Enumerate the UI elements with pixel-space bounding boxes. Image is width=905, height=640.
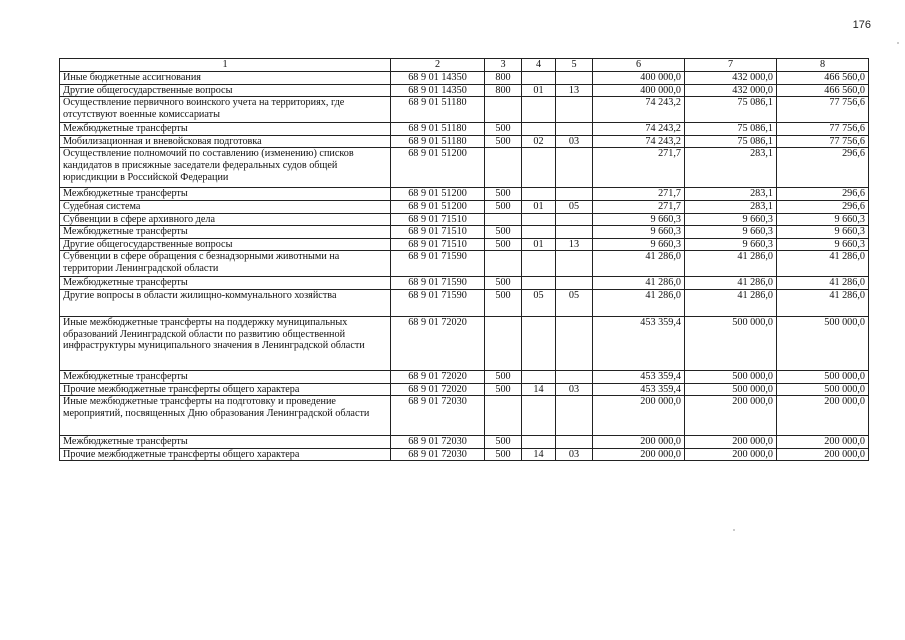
row-name-cell: Мобилизационная и вневойсковая подготовка (60, 135, 391, 148)
section-cell: 01 (522, 238, 556, 251)
amount-col6-cell: 41 286,0 (593, 289, 685, 316)
expense-type-cell: 500 (485, 238, 522, 251)
amount-col6-cell: 9 660,3 (593, 226, 685, 239)
amount-col8-cell: 77 756,6 (777, 123, 869, 136)
table-row (60, 289, 869, 316)
table-row (60, 72, 869, 85)
row-name-cell: Межбюджетные трансферты (60, 277, 391, 290)
subsection-cell: 03 (556, 383, 593, 396)
target-code-cell: 68 9 01 72020 (391, 370, 485, 383)
expense-type-cell: 800 (485, 84, 522, 97)
row-name-cell: Субвенции в сфере обращения с безнадзорными животными на территории Ленинградской области (60, 251, 391, 277)
amount-col7-cell: 41 286,0 (685, 289, 777, 316)
section-cell: 05 (522, 289, 556, 316)
amount-col8-cell: 500 000,0 (777, 383, 869, 396)
subsection-cell (556, 97, 593, 123)
amount-col6-cell: 74 243,2 (593, 135, 685, 148)
amount-col7-cell: 500 000,0 (685, 370, 777, 383)
expense-type-cell: 500 (485, 226, 522, 239)
header-cell: 7 (685, 59, 777, 72)
amount-col8-cell: 200 000,0 (777, 436, 869, 449)
target-code-cell: 68 9 01 51200 (391, 200, 485, 213)
section-cell (522, 251, 556, 277)
section-cell (522, 370, 556, 383)
amount-col6-cell: 200 000,0 (593, 448, 685, 461)
amount-col7-cell: 500 000,0 (685, 316, 777, 370)
section-cell (522, 436, 556, 449)
amount-col7-cell: 283,1 (685, 200, 777, 213)
row-name-cell: Межбюджетные трансферты (60, 188, 391, 201)
expense-type-cell: 500 (485, 289, 522, 316)
amount-col6-cell: 271,7 (593, 200, 685, 213)
table-row (60, 148, 869, 188)
expense-type-cell: 500 (485, 123, 522, 136)
row-name-cell: Другие общегосударственные вопросы (60, 84, 391, 97)
amount-col7-cell: 200 000,0 (685, 436, 777, 449)
subsection-cell (556, 213, 593, 226)
target-code-cell: 68 9 01 72020 (391, 383, 485, 396)
target-code-cell: 68 9 01 71590 (391, 277, 485, 290)
table-row (60, 123, 869, 136)
section-cell (522, 396, 556, 436)
table-row (60, 135, 869, 148)
target-code-cell: 68 9 01 51180 (391, 123, 485, 136)
amount-col6-cell: 41 286,0 (593, 251, 685, 277)
amount-col8-cell: 9 660,3 (777, 226, 869, 239)
subsection-cell (556, 251, 593, 277)
table-row (60, 200, 869, 213)
table-row (60, 396, 869, 436)
row-name-cell: Осуществление первичного воинского учета на территориях, где отсутствуют военные комиссариаты (60, 97, 391, 123)
subsection-cell (556, 370, 593, 383)
amount-col6-cell: 9 660,3 (593, 213, 685, 226)
amount-col7-cell: 283,1 (685, 148, 777, 188)
table-row (60, 238, 869, 251)
amount-col7-cell: 432 000,0 (685, 72, 777, 85)
amount-col6-cell: 271,7 (593, 148, 685, 188)
expense-type-cell (485, 97, 522, 123)
column-number-header (60, 59, 869, 72)
target-code-cell: 68 9 01 71510 (391, 213, 485, 226)
subsection-cell: 05 (556, 289, 593, 316)
table-row (60, 436, 869, 449)
amount-col6-cell: 200 000,0 (593, 436, 685, 449)
amount-col8-cell: 41 286,0 (777, 277, 869, 290)
amount-col8-cell: 296,6 (777, 148, 869, 188)
section-cell (522, 97, 556, 123)
amount-col7-cell: 9 660,3 (685, 213, 777, 226)
amount-col8-cell: 500 000,0 (777, 316, 869, 370)
amount-col8-cell: 200 000,0 (777, 448, 869, 461)
header-cell: 3 (485, 59, 522, 72)
table-body (60, 59, 869, 461)
target-code-cell: 68 9 01 51200 (391, 148, 485, 188)
section-cell (522, 148, 556, 188)
amount-col7-cell: 9 660,3 (685, 238, 777, 251)
subsection-cell (556, 123, 593, 136)
amount-col8-cell: 77 756,6 (777, 97, 869, 123)
amount-col7-cell: 432 000,0 (685, 84, 777, 97)
section-cell: 01 (522, 200, 556, 213)
target-code-cell: 68 9 01 14350 (391, 72, 485, 85)
expense-type-cell (485, 316, 522, 370)
page-number: 176 (852, 19, 871, 31)
subsection-cell (556, 436, 593, 449)
table-row (60, 277, 869, 290)
table-row (60, 213, 869, 226)
subsection-cell (556, 226, 593, 239)
table-row (60, 84, 869, 97)
amount-col7-cell: 200 000,0 (685, 396, 777, 436)
target-code-cell: 68 9 01 14350 (391, 84, 485, 97)
table-row (60, 370, 869, 383)
table-row (60, 448, 869, 461)
row-name-cell: Иные межбюджетные трансферты на подготовку и проведение мероприятий, посвященных Дню образования Ленинградской области (60, 396, 391, 436)
subsection-cell: 03 (556, 448, 593, 461)
amount-col6-cell: 453 359,4 (593, 370, 685, 383)
header-cell: 1 (60, 59, 391, 72)
row-name-cell: Другие общегосударственные вопросы (60, 238, 391, 251)
amount-col6-cell: 271,7 (593, 188, 685, 201)
amount-col8-cell: 500 000,0 (777, 370, 869, 383)
amount-col6-cell: 400 000,0 (593, 84, 685, 97)
section-cell: 01 (522, 84, 556, 97)
expense-type-cell: 800 (485, 72, 522, 85)
section-cell: 02 (522, 135, 556, 148)
table-row (60, 251, 869, 277)
amount-col7-cell: 41 286,0 (685, 251, 777, 277)
amount-col7-cell: 75 086,1 (685, 123, 777, 136)
amount-col6-cell: 74 243,2 (593, 97, 685, 123)
row-name-cell: Прочие межбюджетные трансферты общего характера (60, 448, 391, 461)
table-row (60, 316, 869, 370)
row-name-cell: Межбюджетные трансферты (60, 226, 391, 239)
section-cell (522, 213, 556, 226)
target-code-cell: 68 9 01 51200 (391, 188, 485, 201)
target-code-cell: 68 9 01 71510 (391, 238, 485, 251)
amount-col7-cell: 283,1 (685, 188, 777, 201)
target-code-cell: 68 9 01 51180 (391, 135, 485, 148)
subsection-cell (556, 72, 593, 85)
amount-col8-cell: 41 286,0 (777, 251, 869, 277)
header-cell: 6 (593, 59, 685, 72)
subsection-cell: 03 (556, 135, 593, 148)
amount-col8-cell: 466 560,0 (777, 84, 869, 97)
section-cell (522, 72, 556, 85)
amount-col8-cell: 77 756,6 (777, 135, 869, 148)
amount-col7-cell: 75 086,1 (685, 97, 777, 123)
amount-col8-cell: 41 286,0 (777, 289, 869, 316)
header-cell: 5 (556, 59, 593, 72)
section-cell (522, 188, 556, 201)
expense-type-cell: 500 (485, 277, 522, 290)
expense-type-cell: 500 (485, 200, 522, 213)
row-name-cell: Иные бюджетные ассигнования (60, 72, 391, 85)
row-name-cell: Иные межбюджетные трансферты на поддержку муниципальных образований Ленинградской области по развитию общественной инфраструктуры муниципального значения в Ленинградской области (60, 316, 391, 370)
table-row (60, 383, 869, 396)
target-code-cell: 68 9 01 51180 (391, 97, 485, 123)
amount-col6-cell: 200 000,0 (593, 396, 685, 436)
amount-col8-cell: 296,6 (777, 200, 869, 213)
budget-allocation-table (59, 58, 869, 461)
section-cell: 14 (522, 448, 556, 461)
amount-col6-cell: 400 000,0 (593, 72, 685, 85)
amount-col7-cell: 9 660,3 (685, 226, 777, 239)
amount-col7-cell: 41 286,0 (685, 277, 777, 290)
subsection-cell: 05 (556, 200, 593, 213)
section-cell (522, 226, 556, 239)
expense-type-cell: 500 (485, 436, 522, 449)
row-name-cell: Осуществление полномочий по составлению (изменению) списков кандидатов в присяжные заседатели федеральных судов общей юрисдикции в Российской Федерации (60, 148, 391, 188)
expense-type-cell: 500 (485, 448, 522, 461)
expense-type-cell (485, 148, 522, 188)
target-code-cell: 68 9 01 71590 (391, 251, 485, 277)
subsection-cell (556, 277, 593, 290)
row-name-cell: Другие вопросы в области жилищно-коммунального хозяйства (60, 289, 391, 316)
expense-type-cell: 500 (485, 383, 522, 396)
amount-col8-cell: 466 560,0 (777, 72, 869, 85)
amount-col6-cell: 453 359,4 (593, 316, 685, 370)
row-name-cell: Межбюджетные трансферты (60, 436, 391, 449)
amount-col7-cell: 200 000,0 (685, 448, 777, 461)
subsection-cell: 13 (556, 238, 593, 251)
expense-type-cell: 500 (485, 135, 522, 148)
scan-speck (733, 529, 735, 531)
amount-col6-cell: 41 286,0 (593, 277, 685, 290)
amount-col8-cell: 9 660,3 (777, 213, 869, 226)
subsection-cell: 13 (556, 84, 593, 97)
header-cell: 2 (391, 59, 485, 72)
target-code-cell: 68 9 01 72030 (391, 448, 485, 461)
target-code-cell: 68 9 01 71510 (391, 226, 485, 239)
section-cell: 14 (522, 383, 556, 396)
target-code-cell: 68 9 01 72030 (391, 396, 485, 436)
amount-col7-cell: 500 000,0 (685, 383, 777, 396)
scan-speck (897, 42, 899, 44)
subsection-cell (556, 148, 593, 188)
table-row (60, 188, 869, 201)
amount-col8-cell: 200 000,0 (777, 396, 869, 436)
section-cell (522, 316, 556, 370)
target-code-cell: 68 9 01 71590 (391, 289, 485, 316)
amount-col6-cell: 9 660,3 (593, 238, 685, 251)
row-name-cell: Прочие межбюджетные трансферты общего характера (60, 383, 391, 396)
row-name-cell: Межбюджетные трансферты (60, 370, 391, 383)
subsection-cell (556, 188, 593, 201)
amount-col8-cell: 9 660,3 (777, 238, 869, 251)
expense-type-cell (485, 213, 522, 226)
row-name-cell: Межбюджетные трансферты (60, 123, 391, 136)
header-cell: 4 (522, 59, 556, 72)
row-name-cell: Субвенции в сфере архивного дела (60, 213, 391, 226)
amount-col8-cell: 296,6 (777, 188, 869, 201)
target-code-cell: 68 9 01 72030 (391, 436, 485, 449)
row-name-cell: Судебная система (60, 200, 391, 213)
amount-col7-cell: 75 086,1 (685, 135, 777, 148)
subsection-cell (556, 316, 593, 370)
section-cell (522, 123, 556, 136)
section-cell (522, 277, 556, 290)
table-row (60, 226, 869, 239)
amount-col6-cell: 453 359,4 (593, 383, 685, 396)
amount-col6-cell: 74 243,2 (593, 123, 685, 136)
expense-type-cell: 500 (485, 188, 522, 201)
header-cell: 8 (777, 59, 869, 72)
target-code-cell: 68 9 01 72020 (391, 316, 485, 370)
expense-type-cell (485, 251, 522, 277)
subsection-cell (556, 396, 593, 436)
table-row (60, 97, 869, 123)
expense-type-cell (485, 396, 522, 436)
expense-type-cell: 500 (485, 370, 522, 383)
